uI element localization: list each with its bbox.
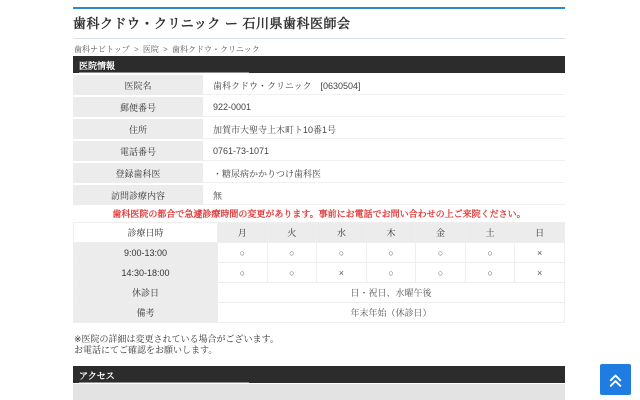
schedule-mark-cell: ○: [317, 243, 366, 262]
schedule-time-label: 14:30-18:00: [74, 263, 217, 282]
schedule-mark-cell: ○: [367, 263, 416, 282]
schedule-header-row: [74, 223, 564, 242]
breadcrumb: [74, 44, 260, 55]
schedule-day-header: 木: [367, 223, 416, 242]
info-label: 登録歯科医: [73, 163, 203, 185]
info-label: 電話番号: [73, 141, 203, 163]
schedule-mark-cell: ○: [466, 243, 515, 262]
breadcrumb-separator: >: [134, 45, 139, 54]
schedule-mark-cell: ○: [367, 243, 416, 262]
schedule-row-afternoon: [74, 263, 564, 282]
info-value: 0761-73-1071: [203, 141, 565, 163]
schedule-mark-cell: ×: [317, 263, 366, 282]
schedule-mark-cell: ○: [268, 263, 317, 282]
info-label: 住所: [73, 119, 203, 141]
access-section-header: [73, 366, 565, 383]
schedule-day-header: 月: [218, 223, 267, 242]
double-chevron-up-icon: [606, 370, 625, 389]
info-row-address: [73, 119, 565, 141]
info-label: 医院名: [73, 75, 203, 97]
remarks-label: 備考: [74, 303, 217, 322]
info-value: 無: [203, 185, 565, 207]
breadcrumb-link-clinics[interactable]: 医院: [142, 45, 159, 54]
remarks-value: 年末年始（休診日）: [218, 303, 564, 322]
back-to-top-button[interactable]: [600, 364, 631, 395]
disclaimer-line-2: お電話にてご確認をお願いします。: [74, 345, 218, 355]
access-section-title: アクセス: [79, 368, 249, 383]
schedule-mark-cell: ○: [268, 243, 317, 262]
info-value: ・糖尿病かかりつけ歯科医: [203, 163, 565, 185]
schedule-table: [73, 222, 565, 323]
schedule-time-label: 9:00-13:00: [74, 243, 217, 262]
info-label: 訪問診療内容: [73, 185, 203, 207]
schedule-day-header: 日: [515, 223, 564, 242]
closed-days-value: 日・祝日、水曜午後: [218, 283, 564, 302]
schedule-mark-cell: ×: [515, 243, 564, 262]
closed-days-label: 休診日: [74, 283, 217, 302]
page-title: 歯科クドウ・クリニック ー 石川県歯科医師会: [73, 16, 351, 31]
schedule-mark-cell: ○: [416, 243, 465, 262]
schedule-day-header: 金: [416, 223, 465, 242]
top-accent-line: [73, 7, 565, 9]
schedule-mark-cell: ×: [515, 263, 564, 282]
clinic-info-table: [73, 75, 565, 207]
schedule-mark-cell: ○: [466, 263, 515, 282]
breadcrumb-separator: >: [163, 45, 168, 54]
schedule-day-header: 土: [466, 223, 515, 242]
schedule-row-remarks: [74, 303, 564, 322]
info-label: 郵便番号: [73, 97, 203, 119]
breadcrumb-link-nav-top[interactable]: 歯科ナビトップ: [74, 45, 130, 54]
clinic-info-section-title: 医院情報: [79, 58, 249, 73]
schedule-row-closed-days: [74, 283, 564, 302]
schedule-change-notice: 歯科医院の都合で急遽診療時間の変更があります。事前にお電話でお問い合わせの上ご来院ください。: [112, 209, 526, 219]
info-value: 922-0001: [203, 97, 565, 119]
page-content: [73, 0, 565, 400]
info-row-postal-code: [73, 97, 565, 119]
schedule-day-header: 水: [317, 223, 366, 242]
clinic-info-section-header: [73, 56, 565, 73]
schedule-day-header: 火: [268, 223, 317, 242]
title-divider: [73, 38, 565, 39]
schedule-mark-cell: ○: [416, 263, 465, 282]
info-row-registered-dentist: [73, 163, 565, 185]
schedule-mark-cell: ○: [218, 263, 267, 282]
breadcrumb-current: 歯科クドウ・クリニック: [172, 45, 260, 54]
info-value: 歯科クドウ・クリニック [0630504]: [203, 75, 565, 97]
info-row-phone: [73, 141, 565, 163]
info-row-visit-care: [73, 185, 565, 207]
map-placeholder: [73, 384, 565, 400]
info-row-clinic-name: [73, 75, 565, 97]
schedule-header-label: 診療日時: [74, 223, 217, 242]
schedule-mark-cell: ○: [218, 243, 267, 262]
info-value: 加賀市大聖寺上木町ト10番1号: [203, 119, 565, 141]
schedule-row-morning: [74, 243, 564, 262]
disclaimer-line-1: ※医院の詳細は変更されている場合がございます。: [74, 334, 279, 344]
